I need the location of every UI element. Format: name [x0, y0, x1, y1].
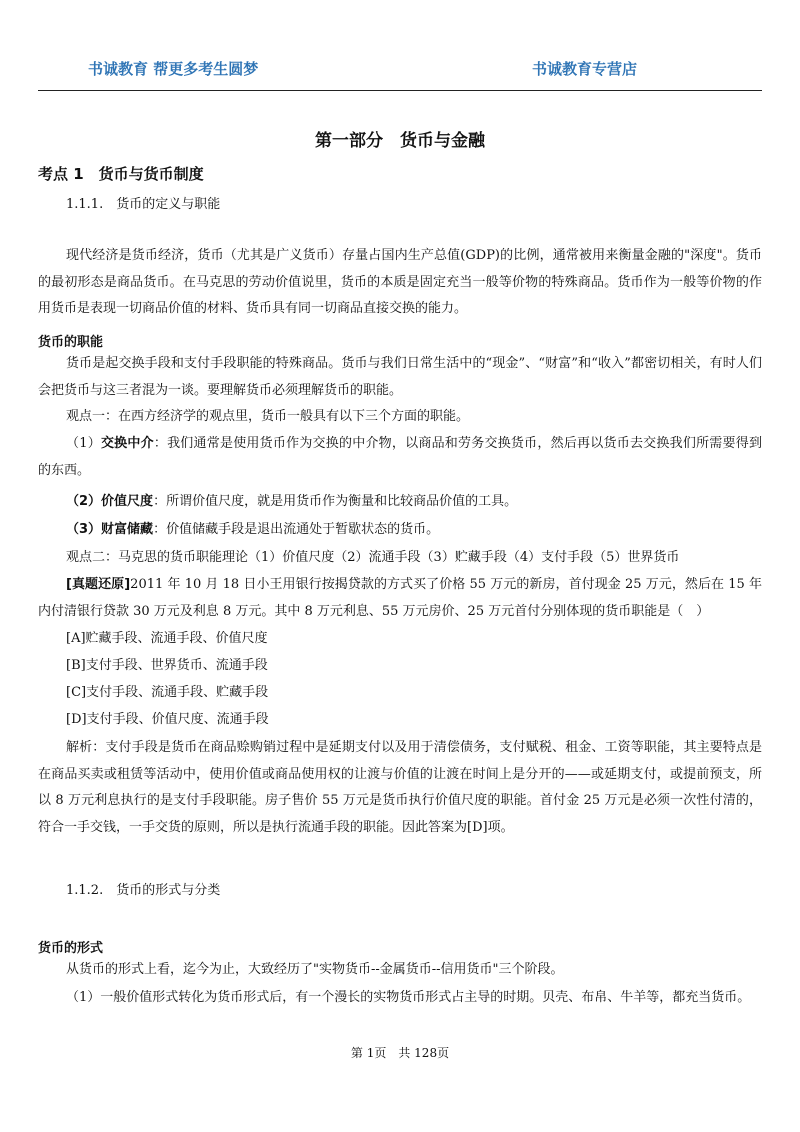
subsection-1-1-2-heading: 1.1.2. 货币的形式与分类: [66, 883, 221, 898]
header-divider: [38, 90, 762, 91]
item3-term: 财富储藏: [101, 522, 154, 537]
item2-prefix: （2）: [66, 494, 102, 509]
item1-term: 交换中介: [100, 436, 154, 451]
item1-text: ：我们通常是使用货币作为交换的中介物，以商品和劳务交换货币，然后再以货币去交换我们所需要得到的东西。: [38, 436, 762, 478]
intro-paragraph: [38, 243, 762, 323]
intro-text: 现代经济是货币经济，货币（尤其是广义货币）存量占国内生产总值(GDP)的比例，通常被用来衡量金融的"深度"。货币的最初形态是商品货币。在马克思的劳动价值说里，货币的本质是固定充当一般等价物的特殊商品。货币作为一般等价物的作用货币是表现一切商品价值的材料、货币具有同一切商品直接交换的能力。: [38, 248, 762, 316]
functions-heading: 货币的职能: [38, 335, 104, 350]
item3-prefix: （3）: [66, 522, 102, 537]
view1-line: 观点一：在西方经济学的观点里，货币一般具有以下三个方面的职能。: [66, 409, 470, 424]
item1-prefix: （1）: [66, 436, 101, 451]
forms-intro-line: 从货币的形式上看，迄今为止，大致经历了"实物货币--金属货币--信用货币"三个阶段。: [66, 962, 564, 977]
question-paragraph: [38, 572, 762, 625]
page-title: 第一部分 货币与金融: [315, 131, 485, 151]
option-b: [B]支付手段、世界货币、流通手段: [66, 658, 268, 673]
option-c: [C]支付手段、流通手段、贮藏手段: [66, 685, 269, 700]
question-tag: [真题还原]: [66, 577, 131, 592]
forms-item1-text: （1）一般价值形式转化为货币形式后，有一个漫长的实物货币形式占主导的时期。贝壳、布帛、牛羊等，都充当货币。: [66, 990, 751, 1005]
analysis-text: 解析：支付手段是货币在商品赊购销过程中是延期支付以及用于清偿债务，支付赋税、租金、工资等职能，其主要特点是在商品买卖或租赁等活动中，使用价值或商品使用权的让渡与价值的让渡在时间上是分开的——或延期支付，或提前预支，所以 8 万元利息执行的是支付手段职能。房子售价 55 万元是货币执行价值尺度的职能。首付金 25 万元是必须一次性付清的，符合一手交钱，一手交货的原则，所以是执行流通手段的职能。因此答案为[D]项。: [38, 740, 762, 835]
section-kaodian-heading: 考点 1 货币与货币制度: [38, 165, 204, 183]
option-d: [D]支付手段、价值尺度、流通手段: [66, 712, 269, 727]
item1-paragraph: [38, 431, 762, 484]
item3-text: ：价值储藏手段是退出流通处于暂歇状态的货币。: [153, 522, 440, 537]
item3-line: [38, 517, 790, 544]
functions-intro-paragraph: [38, 351, 762, 404]
page-footer: 第 1页 共 128页: [350, 1046, 450, 1060]
view2-line: 观点二：马克思的货币职能理论（1）价值尺度（2）流通手段（3）贮藏手段（4）支付手段（5）世界货币: [66, 550, 680, 565]
forms-item1-paragraph: [38, 985, 762, 1012]
item2-term: 价值尺度: [101, 494, 154, 509]
forms-heading: 货币的形式: [38, 941, 104, 956]
item2-text: ：所谓价值尺度，就是用货币作为衡量和比较商品价值的工具。: [153, 494, 518, 509]
option-a: [A]贮藏手段、流通手段、价值尺度: [66, 631, 268, 646]
functions-intro-text: 货币是起交换手段和支付手段职能的特殊商品。货币与我们日常生活中的“现金”、“财富”和“收入”都密切相关，有时人们会把货币与这三者混为一谈。要理解货币必须理解货币的职能。: [38, 356, 762, 398]
header-right-text: 书诚教育专营店: [532, 60, 638, 78]
analysis-paragraph: [38, 735, 762, 841]
header-left-text: 书诚教育 帮更多考生圆梦: [88, 60, 259, 78]
subsection-1-1-1-heading: 1.1.1. 货币的定义与职能: [66, 197, 221, 212]
item2-line: [38, 489, 790, 516]
question-text: 2011 年 10 月 18 日小王用银行按揭贷款的方式买了价格 55 万元的新房，首付现金 25 万元，然后在 15 年内付清银行贷款 30 万元及利息 8 万元。其中 8 万元利息、55 万元房价、25 万元首付分别体现的货币职能是（ ）: [38, 577, 762, 619]
